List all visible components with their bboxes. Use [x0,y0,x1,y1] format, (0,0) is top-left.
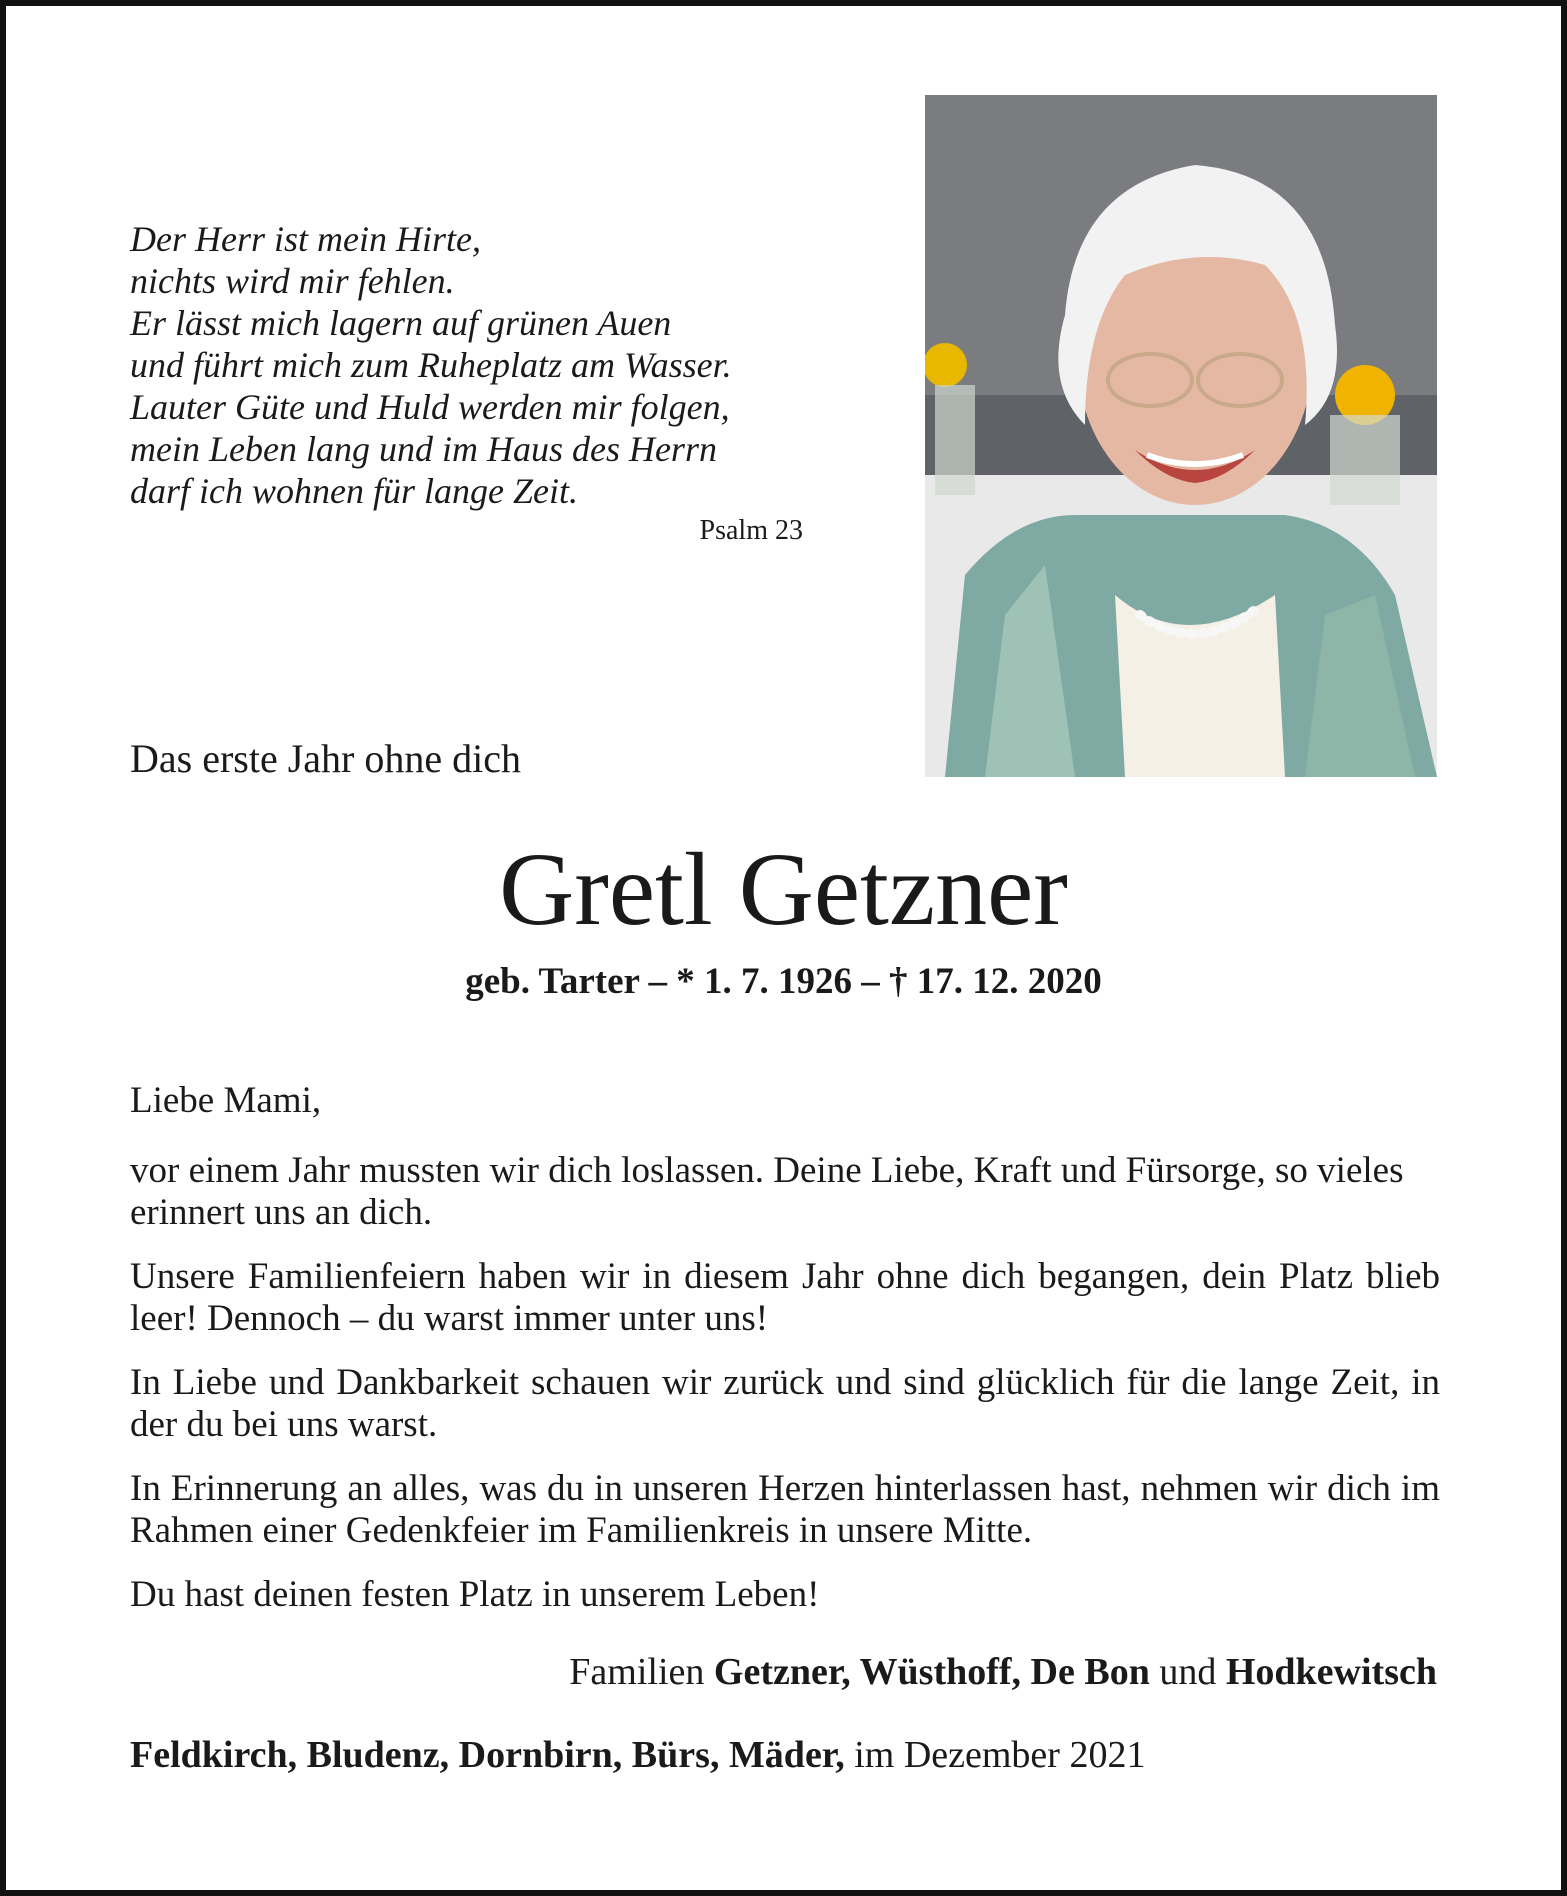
psalm-line: Er lässt mich lagern auf grünen Auen [130,303,672,343]
psalm-line: mein Leben lang und im Haus des Herrn [130,429,717,469]
closing-date: im Dezember 2021 [854,1734,1146,1776]
portrait-photo [925,95,1437,777]
psalm-line: nichts wird mir fehlen. [130,261,455,301]
family-signature [130,1650,1437,1694]
letter-paragraph: Du hast deinen festen Platz in unserem Leben! [130,1574,820,1615]
letter-paragraph: In Erinnerung an alles, was du in unseren Herzen hinterlassen hast, nehmen wir dich im Rahmen einer Gedenkfeier im Familienkreis in unsere Mitte. [130,1468,1440,1551]
deceased-name: Gretl Getzner [499,832,1068,947]
salutation: Liebe Mami, [130,1080,322,1121]
intro-line: Das erste Jahr ohne dich [130,736,521,781]
psalm-line: und führt mich zum Ruheplatz am Wasser. [130,345,732,385]
psalm-line: Der Herr ist mein Hirte, [130,219,481,259]
places: Feldkirch, Bludenz, Dornbirn, Bürs, Mäder, [130,1734,845,1776]
portrait-illustration [925,95,1437,777]
life-dates: geb. Tarter – * 1. 7. 1926 – † 17. 12. 2020 [465,961,1102,1002]
families-names: Getzner, Wüsthoff, De Bon [713,1651,1150,1693]
psalm-line: darf ich wohnen für lange Zeit. [130,471,578,511]
place-date-line [130,1733,1440,1777]
psalm-quote [130,218,830,512]
families-conjunction: und [1159,1651,1217,1693]
psalm-reference: Psalm 23 [699,515,803,546]
letter-body [130,1080,1440,1638]
families-last: Hodkewitsch [1225,1651,1437,1693]
letter-paragraph: Unsere Familienfeiern haben wir in diesem Jahr ohne dich begangen, dein Platz blieb leer! Dennoch – du warst immer unter uns! [130,1256,1440,1339]
letter-paragraph: In Liebe und Dankbarkeit schauen wir zurück und sind glücklich für die lange Zeit, in der du bei uns warst. [130,1362,1440,1445]
letter-paragraph: vor einem Jahr mussten wir dich loslassen. Deine Liebe, Kraft und Fürsorge, so vieles erinnert uns an dich. [130,1150,1404,1233]
psalm-line: Lauter Güte und Huld werden mir folgen, [130,387,730,427]
families-prefix: Familien [569,1651,705,1693]
